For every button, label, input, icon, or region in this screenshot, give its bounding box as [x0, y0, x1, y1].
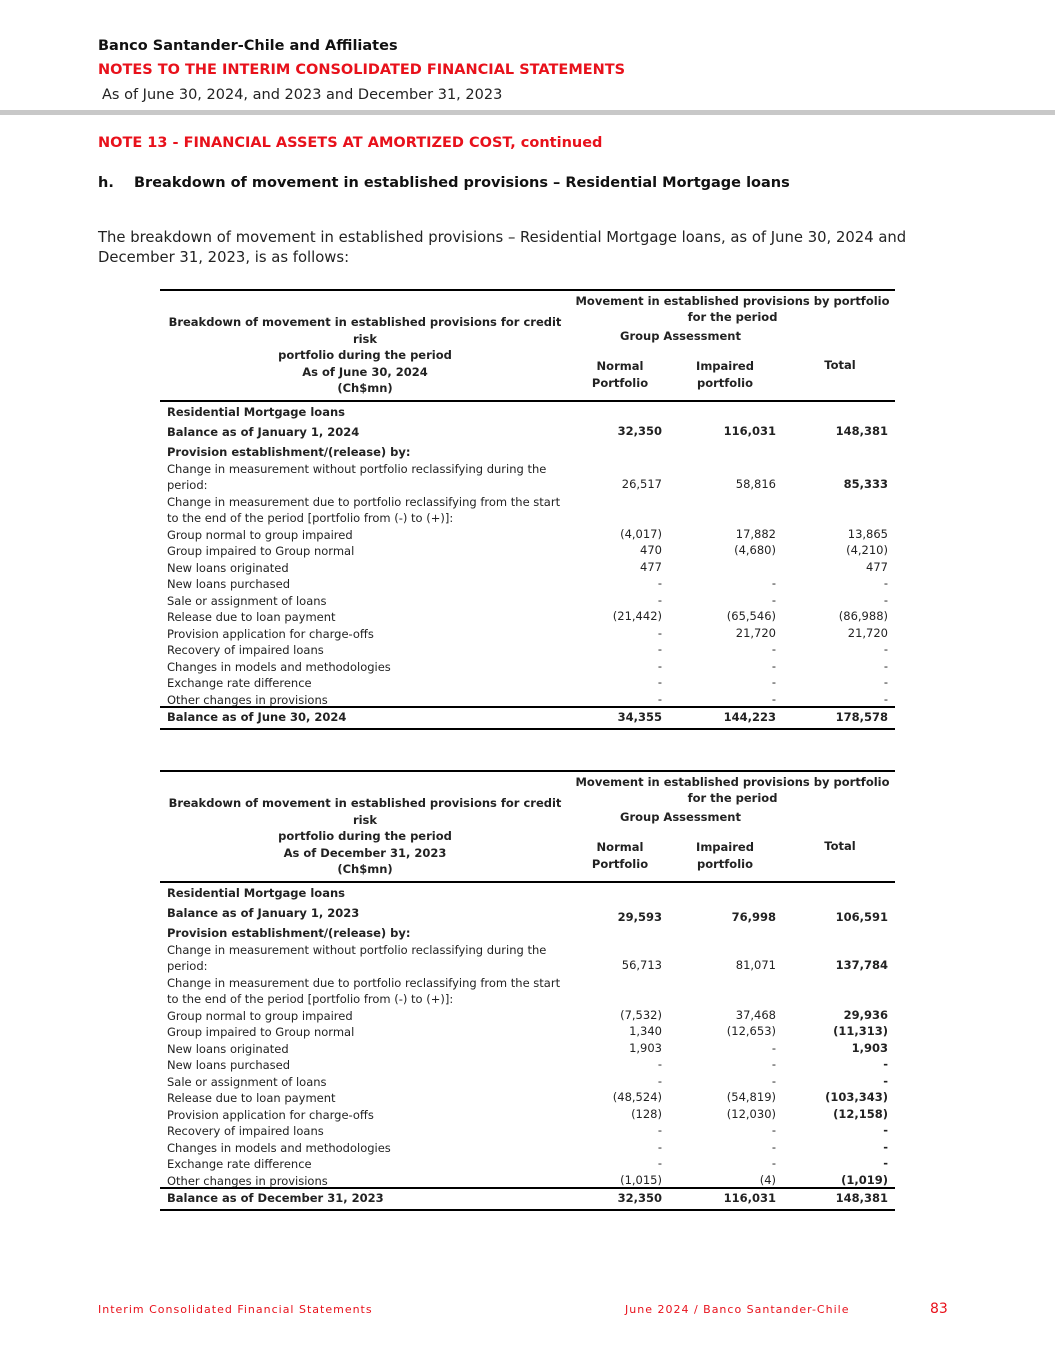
total-value: (1,019)	[841, 1172, 888, 1187]
table-row	[160, 593, 895, 610]
row-label: Group impaired to Group normal	[167, 544, 355, 558]
table-row	[160, 1123, 895, 1140]
table-row	[160, 1057, 895, 1074]
row-label: Sale or assignment of loans	[167, 1074, 327, 1089]
row-label: Provision establishment/(release) by:	[167, 445, 411, 459]
row-label: Group normal to group impaired	[167, 527, 353, 542]
impaired-value: -	[771, 576, 776, 590]
row-label: Sale or assignment of loans	[167, 593, 327, 608]
heading-line: portfolio during the period	[278, 829, 452, 843]
section-title-text: Breakdown of movement in established provisions – Residential Mortgage loans	[134, 175, 790, 191]
row-label: Release due to loan payment	[167, 1091, 336, 1105]
normal-value: 26,517	[621, 477, 662, 491]
movement-rows	[160, 527, 895, 709]
row-label: Exchange rate difference	[167, 676, 312, 690]
col-impaired-heading	[685, 358, 765, 392]
col-heading-line: portfolio	[697, 857, 753, 871]
impaired-value: 116,031	[723, 424, 776, 438]
label-line: period:	[167, 478, 208, 492]
total-value: 477	[866, 559, 888, 574]
table-row	[160, 905, 895, 925]
impaired-value: 144,223	[723, 710, 776, 724]
row-label: Residential Mortgage loans	[167, 405, 345, 419]
total-value: -	[883, 592, 888, 607]
company-name: Banco Santander-Chile and Affiliates	[98, 38, 398, 54]
normal-value: (7,532)	[620, 1007, 662, 1022]
total-value: 13,865	[847, 526, 888, 541]
total-value: -	[883, 576, 888, 590]
table-row	[160, 975, 895, 1008]
normal-value: -	[657, 1073, 662, 1088]
table-row	[160, 560, 895, 577]
normal-value: -	[657, 1156, 662, 1170]
normal-value: -	[657, 642, 662, 656]
impaired-value: 58,816	[735, 477, 776, 491]
table-row	[160, 1041, 895, 1058]
normal-value: (4,017)	[620, 526, 662, 541]
impaired-value: (54,819)	[726, 1090, 776, 1104]
impaired-value: 21,720	[735, 625, 776, 640]
total-value: -	[883, 691, 888, 706]
table-row	[160, 659, 895, 676]
label-line: Change in measurement due to portfolio reclassifying from the start	[167, 975, 561, 990]
normal-value: 56,713	[621, 958, 662, 972]
total-value: (11,313)	[833, 1024, 888, 1038]
table-row	[160, 1140, 895, 1157]
table-row	[160, 609, 895, 626]
heading-line: Breakdown of movement in established provisions for credit risk	[168, 315, 562, 346]
row-label: Exchange rate difference	[167, 1157, 312, 1171]
total-value: 148,381	[835, 424, 888, 438]
table-row	[160, 925, 895, 942]
total-value: 148,381	[835, 1191, 888, 1205]
row-label: Residential Mortgage loans	[167, 886, 345, 900]
total-value: -	[883, 1123, 888, 1137]
table-row	[160, 461, 895, 494]
total-value: (4,210)	[846, 543, 888, 557]
footer-period: June 2024 / Banco Santander-Chile	[625, 1303, 850, 1316]
normal-value: 470	[640, 543, 662, 557]
total-value: (86,988)	[838, 609, 888, 623]
table-row	[160, 942, 895, 975]
normal-value: (21,442)	[612, 609, 662, 623]
row-label: Recovery of impaired loans	[167, 643, 324, 657]
impaired-value: 76,998	[731, 910, 776, 924]
heading-line: portfolio during the period	[278, 348, 452, 362]
impaired-value: (4)	[759, 1172, 776, 1187]
normal-value: 32,350	[617, 424, 662, 438]
label-line: to the end of the period [portfolio from (-) to (+)]:	[167, 992, 454, 1006]
label-line: Change in measurement due to portfolio reclassifying from the start	[167, 494, 561, 509]
normal-value: -	[657, 592, 662, 607]
total-value: 137,784	[835, 958, 888, 972]
normal-value: 477	[640, 559, 662, 574]
normal-value: -	[657, 576, 662, 590]
impaired-value: (65,546)	[726, 609, 776, 623]
row-label: Provision establishment/(release) by:	[167, 926, 411, 940]
row-label: Balance as of December 31, 2023	[167, 1191, 384, 1205]
row-label	[167, 942, 562, 975]
impaired-value: -	[771, 1139, 776, 1154]
row-label: Provision application for charge-offs	[167, 626, 374, 641]
total-value: 29,936	[843, 1007, 888, 1022]
col-heading-line: Portfolio	[591, 857, 649, 871]
table-row	[160, 885, 895, 905]
normal-value: -	[657, 1057, 662, 1071]
label-line: Change in measurement without portfolio reclassifying during the	[167, 461, 547, 476]
normal-value: 1,340	[629, 1024, 662, 1038]
total-value: 178,578	[835, 710, 888, 724]
total-value: 21,720	[847, 625, 888, 640]
label-line: to the end of the period [portfolio from (-) to (+)]:	[167, 511, 454, 525]
col-total-heading: Total	[824, 839, 856, 853]
normal-value: -	[657, 658, 662, 673]
table-row	[160, 444, 895, 461]
table-row	[160, 675, 895, 692]
total-value: -	[883, 1139, 888, 1154]
heading-line: Breakdown of movement in established provisions for credit risk	[168, 796, 562, 827]
row-label: Group impaired to Group normal	[167, 1025, 355, 1039]
total-value: -	[883, 675, 888, 689]
row-label: Other changes in provisions	[167, 692, 328, 707]
impaired-value: -	[771, 1057, 776, 1071]
table-header-rule	[160, 881, 895, 883]
table-top-rule	[160, 289, 895, 291]
normal-value: -	[657, 1139, 662, 1154]
total-value: -	[883, 1156, 888, 1170]
intro-paragraph: The breakdown of movement in established provisions – Residential Mortgage loans, as of June 30, 2024 and December 31, 2023, is as follows:	[98, 229, 907, 266]
heading-line: (Ch$mn)	[337, 862, 393, 876]
col-heading-line: portfolio	[697, 376, 753, 390]
section-letter: h.	[98, 175, 114, 191]
normal-value: 32,350	[617, 1191, 662, 1205]
closing-balance-row	[160, 1187, 895, 1211]
table-row	[160, 527, 895, 544]
table-body	[160, 885, 895, 1189]
label-line: period:	[167, 959, 208, 973]
total-value: (103,343)	[825, 1090, 888, 1104]
impaired-value: -	[771, 642, 776, 656]
total-value: -	[883, 1073, 888, 1088]
row-label: New loans purchased	[167, 1058, 291, 1072]
table-row	[160, 1008, 895, 1025]
normal-value: 29,593	[617, 910, 662, 924]
row-label	[167, 975, 562, 1008]
normal-value: (128)	[631, 1106, 662, 1121]
heading-line: As of December 31, 2023	[283, 845, 447, 860]
row-label	[167, 461, 562, 494]
normal-value: -	[657, 1123, 662, 1137]
normal-value: 1,903	[629, 1040, 662, 1055]
total-value: 85,333	[843, 477, 888, 491]
impaired-value: -	[771, 691, 776, 706]
movement-rows	[160, 1008, 895, 1190]
table-row	[160, 1024, 895, 1041]
normal-value: -	[657, 625, 662, 640]
col-impaired-heading	[685, 839, 765, 873]
group-assessment-heading: Group Assessment	[620, 329, 741, 343]
table-row	[160, 543, 895, 560]
page-number: 83	[930, 1301, 948, 1317]
normal-value: 34,355	[617, 710, 662, 724]
header-divider	[0, 110, 1055, 115]
row-label: Changes in models and methodologies	[167, 659, 391, 674]
impaired-value: -	[771, 592, 776, 607]
impaired-value: -	[771, 1040, 776, 1055]
impaired-value: -	[771, 1156, 776, 1170]
heading-line: As of June 30, 2024	[302, 364, 428, 379]
total-value: -	[883, 642, 888, 656]
row-label: New loans originated	[167, 1041, 289, 1056]
table-row	[160, 1074, 895, 1091]
total-value: (12,158)	[833, 1106, 888, 1121]
col-heading-line: Portfolio	[591, 376, 649, 390]
impaired-value: 37,468	[735, 1007, 776, 1022]
row-label: Balance as of January 1, 2024	[167, 425, 360, 439]
note-title: NOTE 13 - FINANCIAL ASSETS AT AMORTIZED COST, continued	[98, 135, 603, 151]
impaired-value: 81,071	[735, 958, 776, 972]
impaired-value: -	[771, 658, 776, 673]
notes-title: NOTES TO THE INTERIM CONSOLIDATED FINANCIAL STATEMENTS	[98, 62, 626, 78]
row-label: New loans purchased	[167, 577, 291, 591]
normal-value: -	[657, 675, 662, 689]
table-row	[160, 1107, 895, 1124]
row-label: Changes in models and methodologies	[167, 1140, 391, 1155]
impaired-value: -	[771, 675, 776, 689]
total-value: 1,903	[851, 1040, 888, 1055]
normal-value: (1,015)	[620, 1172, 662, 1187]
movement-heading: Movement in established provisions by portfolio for the period	[575, 294, 890, 324]
total-value: -	[883, 1057, 888, 1071]
heading-line: (Ch$mn)	[337, 381, 393, 395]
footer-title: Interim Consolidated Financial Statements	[98, 1303, 373, 1316]
table-row	[160, 1090, 895, 1107]
normal-value: -	[657, 691, 662, 706]
total-value: 106,591	[835, 910, 888, 924]
row-label: Release due to loan payment	[167, 610, 336, 624]
row-label	[167, 494, 562, 527]
impaired-value: 116,031	[723, 1191, 776, 1205]
section-title	[98, 175, 790, 191]
table-row	[160, 424, 895, 444]
table-row	[160, 404, 895, 424]
table-row	[160, 642, 895, 659]
impaired-value: (12,030)	[726, 1106, 776, 1121]
impaired-value: 17,882	[735, 526, 776, 541]
row-label: Balance as of January 1, 2023	[167, 906, 360, 920]
report-date: As of June 30, 2024, and 2023 and December 31, 2023	[102, 87, 503, 103]
col-normal-heading	[580, 839, 660, 873]
col-heading-line: Normal	[596, 359, 644, 373]
normal-value: (48,524)	[612, 1090, 662, 1104]
row-label: New loans originated	[167, 560, 289, 575]
row-label: Recovery of impaired loans	[167, 1124, 324, 1138]
row-label: Group normal to group impaired	[167, 1008, 353, 1023]
col-heading-line: Impaired	[696, 359, 754, 373]
total-value: -	[883, 658, 888, 673]
table-row	[160, 626, 895, 643]
impaired-value: (4,680)	[734, 543, 776, 557]
impaired-value: -	[771, 1123, 776, 1137]
table-row	[160, 494, 895, 527]
table-left-heading	[160, 314, 570, 397]
group-assessment-heading: Group Assessment	[620, 810, 741, 824]
row-label: Balance as of June 30, 2024	[167, 710, 347, 724]
table-top-rule	[160, 770, 895, 772]
row-label: Other changes in provisions	[167, 1173, 328, 1188]
table-body	[160, 404, 895, 708]
impaired-value: -	[771, 1073, 776, 1088]
closing-balance-row	[160, 706, 895, 730]
impaired-value: (12,653)	[726, 1024, 776, 1038]
col-normal-heading	[580, 358, 660, 392]
table-left-heading	[160, 795, 570, 878]
label-line: Change in measurement without portfolio reclassifying during the	[167, 942, 547, 957]
col-heading-line: Impaired	[696, 840, 754, 854]
col-heading-line: Normal	[596, 840, 644, 854]
table-row	[160, 1156, 895, 1173]
table-row	[160, 576, 895, 593]
col-total-heading: Total	[824, 358, 856, 372]
row-label: Provision application for charge-offs	[167, 1107, 374, 1122]
movement-heading: Movement in established provisions by portfolio for the period	[575, 775, 890, 805]
table-header-rule	[160, 400, 895, 402]
